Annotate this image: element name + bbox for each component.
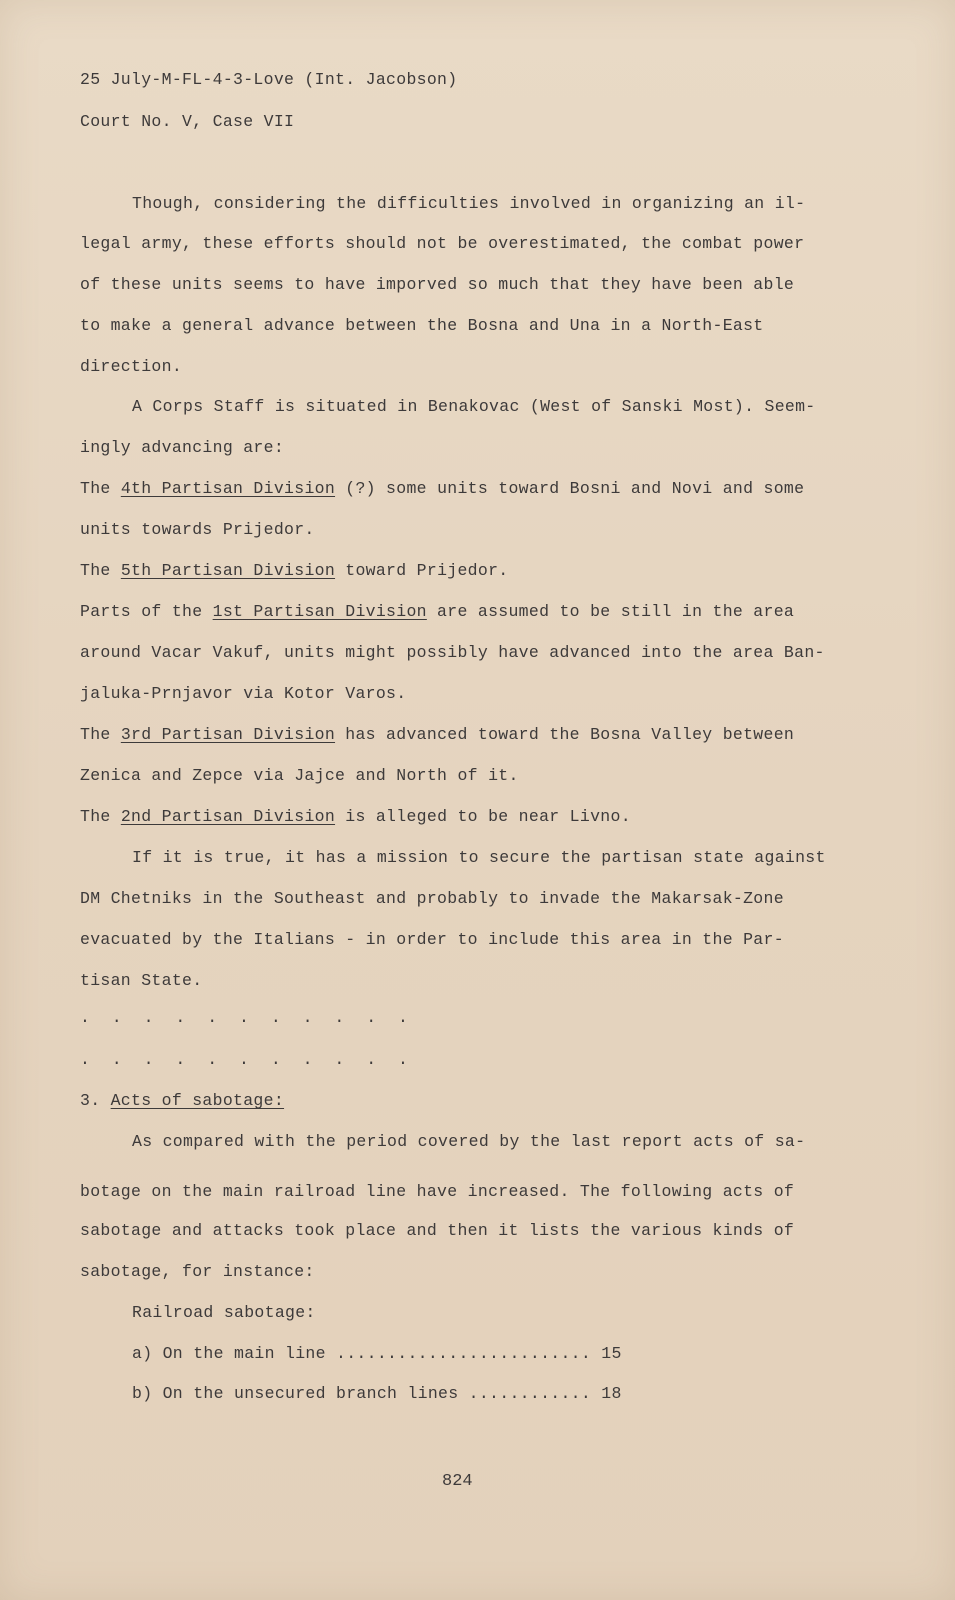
paragraph-1-line-4: to make a general advance between the Bosna and Una in a North-East xyxy=(80,316,764,335)
sabotage-item-b xyxy=(132,1384,622,1404)
division-1-continuation-1: around Vacar Vakuf, units might possibly have advanced into the area Ban- xyxy=(80,643,825,662)
division-4-line xyxy=(80,479,804,499)
paragraph-3-line-1: If it is true, it has a mission to secure the partisan state against xyxy=(132,848,826,867)
paragraph-1-line-3: of these units seems to have imporved so much that they have been able xyxy=(80,275,795,294)
division-4-continuation: units towards Prijedor. xyxy=(80,520,315,539)
sabotage-item-a xyxy=(132,1344,622,1364)
division-1-line xyxy=(80,602,794,622)
division-3-name: 3rd Partisan Division xyxy=(120,725,336,744)
division-5-line xyxy=(80,561,508,581)
paragraph-1-line-5: direction. xyxy=(80,357,183,376)
division-2-pre: The xyxy=(80,807,121,826)
paragraph-3-line-4: tisan State. xyxy=(80,971,203,990)
sabotage-item-b-value: 18 xyxy=(601,1384,622,1403)
section-3-title: Acts of sabotage: xyxy=(110,1091,285,1110)
division-3-line xyxy=(80,725,794,745)
paragraph-4-line-3: sabotage and attacks took place and then it lists the various kinds of xyxy=(80,1221,795,1240)
division-5-pre: The xyxy=(80,561,121,580)
sabotage-item-a-value: 15 xyxy=(601,1344,622,1363)
division-1-post: are assumed to be still in the area xyxy=(426,602,795,621)
paragraph-2-line-1: A Corps Staff is situated in Benakovac (West of Sanski Most). Seem- xyxy=(132,397,816,416)
sabotage-item-b-label: b) On the unsecured branch lines ............ xyxy=(132,1384,602,1403)
division-1-pre: Parts of the xyxy=(80,602,213,621)
division-5-post: toward Prijedor. xyxy=(335,561,509,580)
section-3-heading xyxy=(80,1091,284,1111)
division-2-post: is alleged to be near Livno. xyxy=(335,807,631,826)
paragraph-4-line-2: botage on the main railroad line have increased. The following acts of xyxy=(80,1182,795,1201)
division-3-post: has advanced toward the Bosna Valley between xyxy=(335,725,795,744)
ellipsis-row-2: . . . . . . . . . . . xyxy=(80,1050,414,1069)
ellipsis-row-1: . . . . . . . . . . . xyxy=(80,1008,414,1027)
paragraph-2-line-2: ingly advancing are: xyxy=(80,438,285,457)
paragraph-3-line-3: evacuated by the Italians - in order to include this area in the Par- xyxy=(80,930,784,949)
paragraph-4-line-1: As compared with the period covered by the last report acts of sa- xyxy=(132,1132,806,1151)
division-1-continuation-2: jaluka-Prnjavor via Kotor Varos. xyxy=(80,684,407,703)
division-2-line xyxy=(80,807,631,827)
sabotage-item-a-label: a) On the main line ......................... xyxy=(132,1344,602,1363)
header-line-1: 25 July-M-FL-4-3-Love (Int. Jacobson) xyxy=(80,70,458,89)
railroad-sabotage-heading: Railroad sabotage: xyxy=(132,1303,316,1322)
division-3-pre: The xyxy=(80,725,121,744)
paragraph-1-line-1: Though, considering the difficulties involved in organizing an il- xyxy=(132,194,806,213)
paragraph-1-line-2: legal army, these efforts should not be overestimated, the combat power xyxy=(80,234,805,253)
page-number: 824 xyxy=(442,1472,473,1491)
division-4-post: (?) some units toward Bosni and Novi and some xyxy=(335,479,805,498)
division-2-name: 2nd Partisan Division xyxy=(120,807,336,826)
division-1-name: 1st Partisan Division xyxy=(212,602,427,621)
division-4-name: 4th Partisan Division xyxy=(120,479,336,498)
section-3-number: 3. xyxy=(80,1091,111,1110)
paragraph-3-line-2: DM Chetniks in the Southeast and probably to invade the Makarsak-Zone xyxy=(80,889,784,908)
division-4-pre: The xyxy=(80,479,121,498)
division-5-name: 5th Partisan Division xyxy=(120,561,336,580)
division-3-continuation: Zenica and Zepce via Jajce and North of it. xyxy=(80,766,519,785)
header-line-2: Court No. V, Case VII xyxy=(80,112,295,131)
paragraph-4-line-4: sabotage, for instance: xyxy=(80,1262,315,1281)
